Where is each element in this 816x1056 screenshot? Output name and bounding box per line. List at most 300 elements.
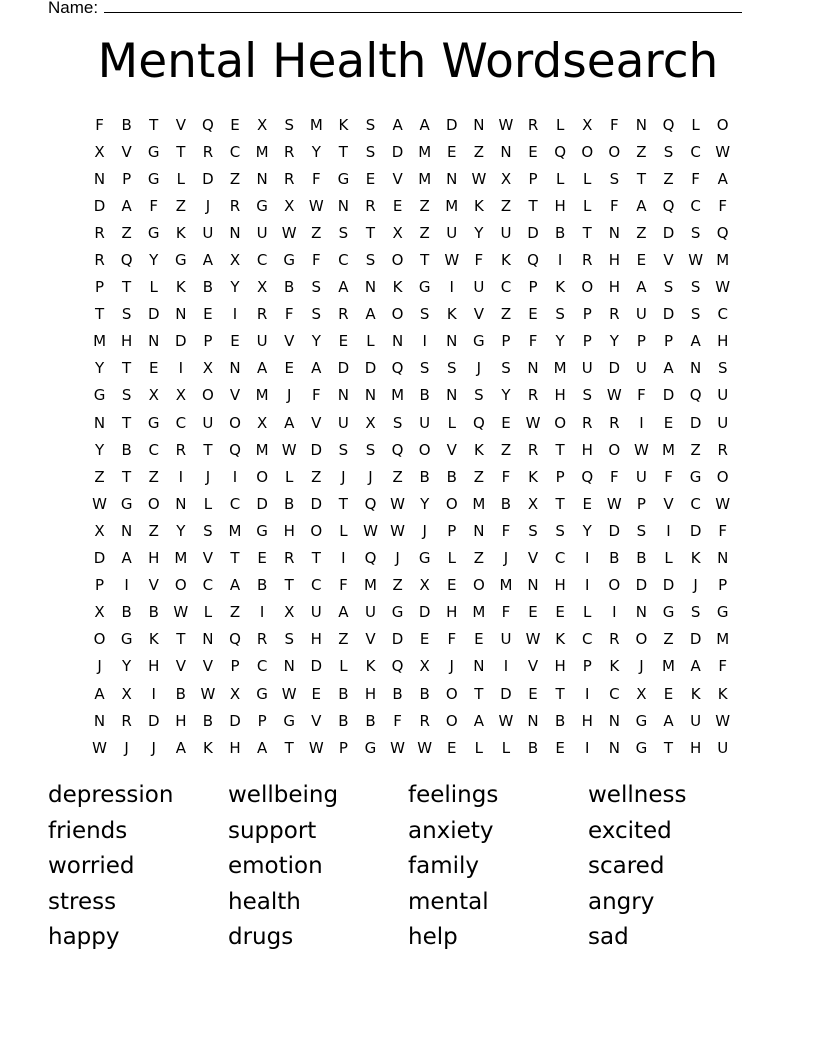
grid-letter: N: [635, 603, 648, 622]
grid-letter: C: [202, 576, 214, 595]
grid-letter: Y: [94, 440, 105, 459]
grid-letter: X: [256, 278, 268, 297]
grid-letter: Z: [229, 603, 241, 622]
grid-letter: D: [445, 115, 458, 134]
grid-letter: O: [93, 630, 106, 649]
grid-letter: H: [364, 684, 377, 703]
grid-letter: E: [555, 738, 565, 757]
grid-letter: D: [689, 630, 702, 649]
grid-letter: W: [444, 251, 460, 270]
grid-letter: V: [284, 332, 295, 351]
grid-letter: E: [636, 251, 647, 270]
grid-letter: P: [555, 467, 565, 486]
grid-letter: D: [310, 657, 323, 676]
grid-letter: U: [202, 413, 214, 432]
grid-letter: I: [232, 467, 238, 486]
grid-letter: N: [689, 359, 702, 378]
grid-letter: J: [395, 549, 400, 568]
grid-letter: J: [97, 657, 102, 676]
grid-letter: N: [229, 359, 241, 378]
word-list-item: support: [228, 817, 317, 844]
grid-letter: E: [284, 359, 294, 378]
grid-letter: T: [149, 115, 159, 134]
grid-letter: P: [636, 494, 646, 513]
grid-letter: I: [341, 549, 346, 568]
grid-letter: R: [229, 196, 241, 215]
grid-letter: Y: [149, 251, 159, 270]
grid-letter: R: [94, 223, 105, 242]
grid-letter: G: [283, 711, 296, 730]
word-list-item: emotion: [228, 853, 323, 880]
grid-letter: M: [418, 169, 432, 188]
grid-letter: D: [391, 630, 404, 649]
grid-letter: Q: [229, 630, 241, 649]
grid-letter: Q: [689, 386, 702, 405]
grid-letter: F: [718, 657, 728, 676]
grid-letter: I: [178, 467, 184, 486]
grid-letter: L: [339, 657, 348, 676]
grid-letter: O: [445, 711, 458, 730]
word-list-item: happy: [48, 924, 120, 951]
grid-letter: C: [690, 142, 701, 161]
grid-letter: S: [690, 223, 701, 242]
grid-letter: J: [205, 196, 211, 215]
grid-letter: Z: [500, 440, 512, 459]
grid-letter: T: [284, 576, 294, 595]
grid-letter: H: [310, 630, 322, 649]
grid-letter: A: [365, 305, 376, 324]
grid-letter: X: [229, 684, 241, 703]
grid-letter: K: [717, 684, 728, 703]
grid-letter: M: [662, 657, 675, 676]
grid-letter: G: [418, 278, 431, 297]
grid-letter: K: [690, 549, 701, 568]
grid-letter: C: [690, 494, 701, 513]
grid-letter: Q: [391, 440, 404, 459]
grid-letter: B: [500, 494, 512, 513]
grid-letter: P: [528, 169, 538, 188]
grid-letter: S: [419, 305, 430, 324]
grid-letter: M: [499, 576, 513, 595]
grid-letter: S: [311, 278, 322, 297]
grid-letter: M: [716, 630, 730, 649]
grid-letter: R: [283, 169, 295, 188]
grid-letter: W: [417, 738, 433, 757]
grid-letter: W: [363, 521, 378, 540]
grid-letter: N: [446, 332, 458, 351]
grid-letter: M: [418, 142, 432, 161]
grid-letter: T: [663, 738, 674, 757]
grid-letter: M: [364, 576, 377, 595]
grid-letter: E: [501, 413, 511, 432]
grid-letter: U: [202, 223, 214, 242]
grid-letter: U: [446, 223, 458, 242]
grid-letter: S: [365, 115, 376, 134]
grid-letter: N: [337, 386, 349, 405]
grid-letter: L: [555, 169, 565, 188]
grid-letter: A: [392, 115, 403, 134]
grid-letter: O: [391, 251, 404, 270]
grid-letter: U: [337, 413, 349, 432]
grid-letter: U: [690, 711, 702, 730]
grid-letter: E: [528, 603, 538, 622]
grid-letter: X: [365, 413, 376, 432]
word-list: [48, 778, 768, 956]
letter-grid: [86, 111, 736, 761]
grid-letter: O: [554, 413, 567, 432]
name-field: [48, 0, 742, 18]
grid-letter: F: [718, 196, 728, 215]
grid-letter: G: [635, 738, 648, 757]
grid-letter: Z: [690, 440, 701, 459]
grid-letter: F: [474, 251, 484, 270]
grid-letter: O: [445, 684, 458, 703]
grid-letter: V: [527, 549, 539, 568]
grid-letter: X: [94, 142, 105, 161]
grid-letter: F: [393, 711, 402, 730]
grid-letter: F: [610, 115, 619, 134]
grid-letter: Q: [662, 115, 675, 134]
grid-letter: A: [121, 196, 132, 215]
grid-letter: G: [147, 223, 160, 242]
grid-letter: P: [95, 278, 105, 297]
grid-letter: D: [391, 142, 404, 161]
grid-letter: R: [175, 440, 187, 459]
word-list-item: angry: [588, 888, 655, 915]
grid-letter: C: [229, 494, 241, 513]
grid-letter: V: [365, 630, 376, 649]
grid-letter: F: [718, 521, 728, 540]
grid-letter: Z: [94, 467, 105, 486]
grid-letter: S: [338, 223, 349, 242]
grid-letter: L: [149, 278, 158, 297]
grid-letter: W: [308, 196, 324, 215]
grid-letter: N: [364, 278, 377, 297]
grid-letter: N: [527, 359, 539, 378]
grid-letter: Y: [311, 142, 321, 161]
grid-letter: S: [717, 359, 728, 378]
grid-letter: N: [93, 413, 106, 432]
grid-letter: I: [585, 576, 590, 595]
grid-letter: R: [94, 251, 105, 270]
grid-letter: S: [663, 142, 674, 161]
grid-letter: A: [636, 278, 647, 297]
grid-letter: G: [93, 386, 106, 405]
grid-letter: X: [94, 603, 105, 622]
grid-letter: B: [284, 278, 295, 297]
grid-letter: W: [498, 711, 514, 730]
grid-letter: T: [122, 467, 132, 486]
word-list-item: stress: [48, 888, 117, 915]
grid-letter: U: [500, 223, 512, 242]
grid-letter: V: [229, 386, 241, 405]
grid-letter: Q: [364, 494, 377, 513]
grid-letter: J: [693, 576, 698, 595]
grid-letter: O: [229, 413, 241, 432]
grid-letter: L: [555, 115, 565, 134]
grid-letter: X: [284, 196, 295, 215]
grid-letter: B: [636, 549, 647, 568]
grid-letter: U: [717, 386, 729, 405]
grid-letter: H: [581, 711, 593, 730]
grid-letter: J: [124, 738, 129, 757]
grid-letter: Q: [662, 196, 675, 215]
grid-letter: U: [717, 413, 729, 432]
grid-letter: T: [582, 223, 592, 242]
grid-letter: D: [527, 223, 539, 242]
grid-letter: V: [663, 251, 674, 270]
grid-letter: V: [202, 549, 214, 568]
grid-letter: O: [445, 494, 458, 513]
grid-letter: R: [527, 386, 539, 405]
grid-letter: K: [501, 251, 511, 270]
grid-letter: F: [664, 467, 673, 486]
grid-letter: C: [311, 576, 322, 595]
grid-letter: H: [446, 603, 458, 622]
grid-letter: K: [338, 115, 349, 134]
grid-letter: A: [311, 359, 322, 378]
grid-letter: A: [717, 169, 728, 188]
grid-letter: D: [608, 521, 621, 540]
grid-letter: H: [229, 738, 241, 757]
grid-letter: M: [228, 521, 242, 540]
grid-letter: M: [309, 115, 323, 134]
grid-letter: M: [255, 386, 269, 405]
grid-letter: F: [610, 196, 619, 215]
grid-letter: G: [391, 603, 404, 622]
grid-letter: G: [147, 142, 160, 161]
grid-letter: D: [689, 521, 702, 540]
grid-letter: P: [230, 657, 240, 676]
grid-letter: W: [634, 440, 649, 459]
grid-letter: D: [147, 305, 160, 324]
grid-letter: L: [447, 549, 456, 568]
grid-letter: P: [338, 738, 348, 757]
grid-letter: D: [662, 305, 675, 324]
grid-letter: F: [339, 576, 348, 595]
grid-letter: N: [635, 115, 648, 134]
grid-letter: K: [175, 223, 186, 242]
grid-letter: C: [148, 440, 159, 459]
grid-letter: N: [256, 169, 268, 188]
grid-letter: S: [338, 440, 349, 459]
grid-letter: K: [555, 630, 566, 649]
name-label: Name:: [48, 0, 99, 17]
grid-letter: S: [555, 521, 565, 540]
grid-letter: M: [445, 196, 459, 215]
grid-letter: T: [176, 142, 186, 161]
grid-letter: S: [636, 521, 647, 540]
word-list-item: help: [408, 924, 458, 951]
grid-letter: T: [338, 142, 348, 161]
grid-letter: R: [283, 549, 295, 568]
grid-letter: R: [283, 142, 295, 161]
grid-letter: S: [690, 603, 701, 622]
grid-letter: N: [608, 738, 620, 757]
grid-letter: F: [311, 169, 321, 188]
grid-letter: X: [392, 223, 403, 242]
grid-letter: C: [338, 251, 349, 270]
grid-letter: C: [256, 251, 268, 270]
grid-letter: Q: [527, 251, 539, 270]
grid-letter: V: [121, 142, 132, 161]
grid-letter: T: [176, 630, 186, 649]
grid-letter: N: [391, 332, 404, 351]
grid-letter: L: [366, 332, 375, 351]
grid-letter: V: [148, 576, 159, 595]
grid-letter: J: [286, 386, 292, 405]
grid-letter: L: [583, 169, 592, 188]
grid-letter: P: [582, 332, 592, 351]
grid-letter: T: [555, 684, 565, 703]
grid-letter: O: [310, 521, 323, 540]
grid-letter: K: [392, 278, 403, 297]
grid-letter: S: [203, 521, 213, 540]
word-list-item: worried: [48, 853, 135, 880]
grid-letter: J: [368, 467, 373, 486]
grid-letter: J: [205, 467, 211, 486]
grid-letter: F: [284, 305, 294, 324]
grid-letter: B: [527, 738, 539, 757]
grid-letter: S: [284, 115, 294, 134]
grid-letter: F: [610, 467, 619, 486]
grid-letter: B: [392, 684, 403, 703]
grid-letter: B: [554, 223, 566, 242]
grid-letter: R: [609, 305, 620, 324]
grid-letter: E: [419, 630, 430, 649]
grid-letter: O: [581, 142, 594, 161]
grid-letter: Z: [148, 467, 159, 486]
grid-letter: X: [636, 684, 647, 703]
grid-letter: O: [418, 440, 431, 459]
grid-letter: X: [94, 521, 105, 540]
grid-letter: L: [203, 494, 213, 513]
grid-letter: W: [715, 494, 731, 513]
grid-letter: F: [95, 115, 104, 134]
grid-letter: W: [498, 115, 514, 134]
grid-letter: A: [419, 115, 430, 134]
grid-letter: M: [472, 603, 486, 622]
grid-letter: W: [92, 494, 107, 513]
grid-letter: X: [148, 386, 159, 405]
grid-letter: I: [124, 576, 129, 595]
grid-letter: S: [311, 305, 322, 324]
grid-letter: H: [608, 278, 620, 297]
grid-letter: R: [609, 630, 620, 649]
grid-letter: B: [202, 278, 214, 297]
grid-letter: A: [636, 196, 647, 215]
grid-letter: T: [122, 413, 132, 432]
grid-letter: R: [717, 440, 728, 459]
grid-letter: A: [175, 738, 186, 757]
grid-letter: S: [663, 278, 674, 297]
grid-letter: N: [364, 386, 377, 405]
grid-letter: J: [449, 657, 454, 676]
grid-letter: P: [447, 521, 457, 540]
grid-letter: X: [202, 359, 214, 378]
grid-letter: J: [639, 657, 644, 676]
grid-letter: P: [501, 332, 511, 351]
grid-letter: G: [120, 630, 133, 649]
grid-letter: F: [447, 630, 457, 649]
grid-letter: R: [338, 305, 349, 324]
grid-letter: N: [446, 169, 458, 188]
grid-letter: Z: [419, 223, 430, 242]
grid-letter: X: [500, 169, 512, 188]
grid-letter: Z: [392, 576, 403, 595]
grid-letter: O: [635, 630, 648, 649]
grid-letter: L: [339, 521, 348, 540]
grid-letter: G: [256, 196, 268, 215]
grid-letter: Y: [230, 278, 240, 297]
grid-letter: M: [662, 440, 675, 459]
grid-letter: Q: [229, 440, 241, 459]
grid-letter: Z: [148, 521, 159, 540]
grid-letter: P: [582, 657, 592, 676]
grid-letter: I: [259, 603, 265, 622]
grid-letter: A: [663, 711, 674, 730]
grid-letter: G: [473, 332, 485, 351]
grid-letter: L: [176, 169, 185, 188]
grid-letter: E: [230, 115, 240, 134]
grid-letter: M: [174, 549, 188, 568]
grid-letter: W: [281, 440, 297, 459]
grid-letter: G: [147, 413, 160, 432]
grid-letter: S: [419, 359, 430, 378]
grid-letter: O: [147, 494, 160, 513]
grid-letter: T: [230, 549, 240, 568]
grid-letter: H: [283, 521, 295, 540]
grid-letter: L: [447, 413, 456, 432]
grid-letter: Z: [311, 467, 322, 486]
grid-letter: A: [473, 711, 484, 730]
grid-letter: K: [203, 738, 213, 757]
grid-letter: N: [337, 196, 349, 215]
grid-letter: Z: [419, 196, 430, 215]
grid-letter: K: [609, 657, 620, 676]
grid-letter: B: [419, 386, 430, 405]
grid-letter: H: [717, 332, 729, 351]
grid-letter: S: [555, 305, 565, 324]
grid-letter: N: [608, 223, 620, 242]
grid-letter: G: [147, 169, 160, 188]
grid-letter: X: [527, 494, 539, 513]
grid-letter: S: [474, 386, 484, 405]
grid-letter: W: [390, 738, 405, 757]
grid-letter: L: [583, 196, 592, 215]
grid-letter: N: [446, 386, 458, 405]
grid-letter: U: [581, 359, 593, 378]
grid-letter: H: [554, 196, 566, 215]
grid-letter: Z: [175, 196, 186, 215]
grid-letter: C: [229, 142, 241, 161]
grid-letter: W: [281, 684, 297, 703]
grid-letter: V: [175, 115, 186, 134]
grid-letter: T: [365, 223, 376, 242]
grid-letter: B: [554, 711, 566, 730]
grid-letter: W: [715, 278, 731, 297]
grid-letter: U: [635, 467, 647, 486]
grid-letter: J: [341, 467, 346, 486]
grid-letter: X: [229, 251, 241, 270]
grid-letter: M: [716, 251, 730, 270]
grid-letter: D: [635, 576, 648, 595]
grid-letter: N: [175, 494, 187, 513]
grid-letter: S: [365, 251, 376, 270]
grid-letter: U: [256, 223, 268, 242]
grid-letter: N: [229, 223, 241, 242]
grid-letter: A: [256, 359, 268, 378]
